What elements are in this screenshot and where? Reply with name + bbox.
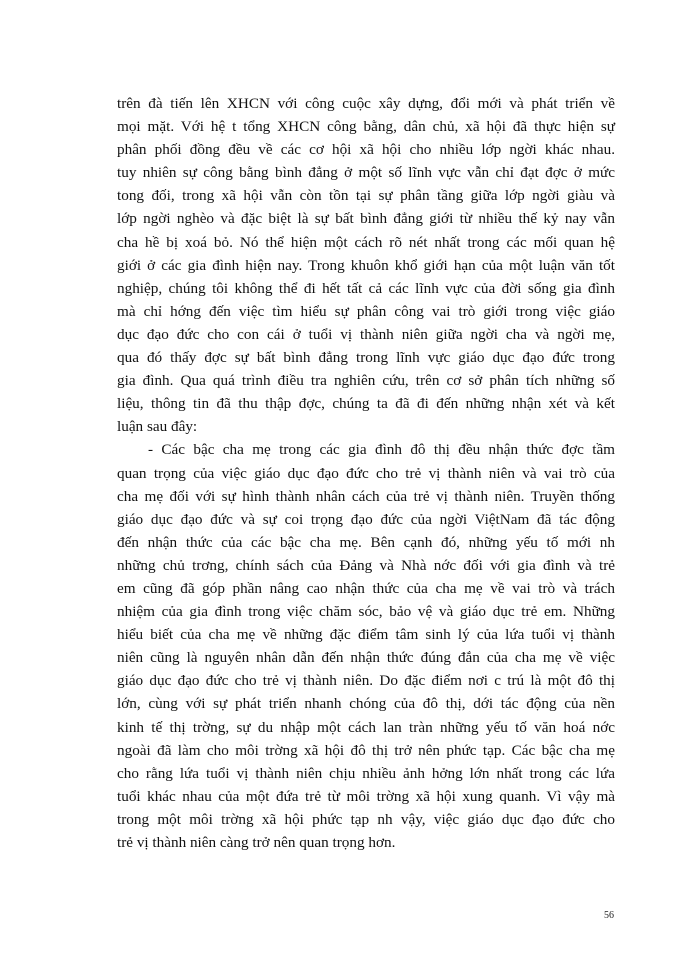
text-line: lớp ngời nghèo và đặc biệt là sự bất bình đẳng giới từ nhiều thế kỷ nay vẫn [117, 210, 615, 228]
text-line: hiểu biết của cha mẹ về những đặc điểm tâm sinh lý của lứa tuổi vị thành [117, 626, 615, 644]
text-line: lớn, cùng với sự phát triển nhanh chóng của đô thị, dới tác động của nền [117, 695, 615, 713]
text-line: giáo dục đạo đức cho trẻ vị thành niên. Do đặc điểm nơi c trú là một đô thị [117, 672, 615, 690]
text-line: liệu, thông tin đã thu thập đợc, chúng ta đã đi đến những nhận xét và kết [117, 395, 615, 413]
text-line: cho rằng lứa tuổi vị thành niên chịu nhiều ảnh hởng lớn nhất trong các lứa [117, 764, 615, 782]
body-text [117, 92, 615, 854]
text-line: những chủ trơng, chính sách của Đảng và Nhà nớc đối với gia đình và trẻ [117, 556, 615, 574]
text-line: giới ở các gia đình hiện nay. Trong khuôn khổ giới hạn của một luận văn tốt [117, 256, 615, 274]
text-line: luận sau đây: [117, 418, 198, 436]
paragraph [117, 438, 615, 854]
text-line: giáo dục đạo đức và sự coi trọng đạo đức của ngời ViệtNam đã tác động [117, 510, 615, 528]
text-line: tuy nhiên sự công bằng bình đẳng ở một số lĩnh vực vẫn chỉ đạt đợc ở mức [117, 164, 615, 182]
text-line: trên đà tiến lên XHCN với công cuộc xây dựng, đổi mới và phát triển về [117, 95, 615, 112]
text-line: quan trọng của việc giáo dục đạo đức cho trẻ vị thành niên và vai trò của [117, 464, 615, 482]
text-line: ngoài đã làm cho môi trờng xã hội đô thị trở nên phức tạp. Các bậc cha mẹ [117, 741, 615, 759]
text-line: gia đình. Qua quá trình điều tra nghiên cứu, trên cơ sở phân tích những số [117, 372, 615, 390]
text-line: mọi mặt. Với hệ t tổng XHCN công bằng, dân chủ, xã hội đã thực hiện sự [117, 118, 615, 136]
text-line: trẻ vị thành niên càng trở nên quan trọng hơn. [117, 834, 396, 851]
text-line: cha mẹ đối với sự hình thành nhân cách của trẻ vị thành niên. Truyền thống [117, 487, 615, 505]
text-line: tuổi khác nhau của một đứa trẻ từ môi trờng xã hội xung quanh. Vì vậy mà [117, 787, 615, 805]
text-line: đến nhận thức của các bậc cha mẹ. Bên cạnh đó, những yếu tố mới nh [117, 533, 615, 551]
text-line: mà chỉ hớng đến việc tìm hiểu sự phân công vai trò giới trong việc giáo [117, 302, 615, 320]
text-line: kinh tế thị trờng, sự du nhập một cách lan tràn những yếu tố văn hoá nớc [117, 718, 615, 736]
text-line: - Các bậc cha mẹ trong các gia đình đô thị đều nhận thức đợc tầm [148, 441, 615, 459]
text-line: phân phối đồng đều về các cơ hội xã hội cho nhiều lớp ngời khác nhau. [117, 141, 615, 159]
text-line: trong một môi trờng xã hội phức tạp nh vậy, việc giáo dục đạo đức cho [117, 810, 615, 828]
text-line: cha hề bị xoá bỏ. Nó thể hiện một cách rõ nét nhất trong các mối quan hệ [117, 233, 615, 251]
paragraph [117, 92, 615, 438]
text-line: tong đối, trong xã hội vẫn còn tồn tại sự phân tầng giữa lớp ngời giàu và [117, 187, 615, 205]
text-line: nhiệm của gia đình trong việc chăm sóc, bảo vệ và giáo dục trẻ em. Những [117, 603, 615, 621]
page-number: 56 [604, 910, 614, 921]
text-line: qua đó thấy đợc sự bất bình đẳng trong lĩnh vực giáo dục đạo đức trong [117, 349, 615, 367]
text-line: nghiệp, chúng tôi không thể đi hết tất cả các lĩnh vực của đời sống gia đình [117, 279, 615, 297]
text-line: niên cũng là nguyên nhân dẫn đến nhận thức đúng đắn của cha mẹ về việc [117, 649, 615, 667]
text-line: em cũng đã góp phần nâng cao nhận thức của cha mẹ về vai trò và trách [117, 579, 615, 597]
text-line: dục đạo đức cho con cái ở tuổi vị thành niên giữa ngời cha và ngời mẹ, [117, 325, 615, 343]
